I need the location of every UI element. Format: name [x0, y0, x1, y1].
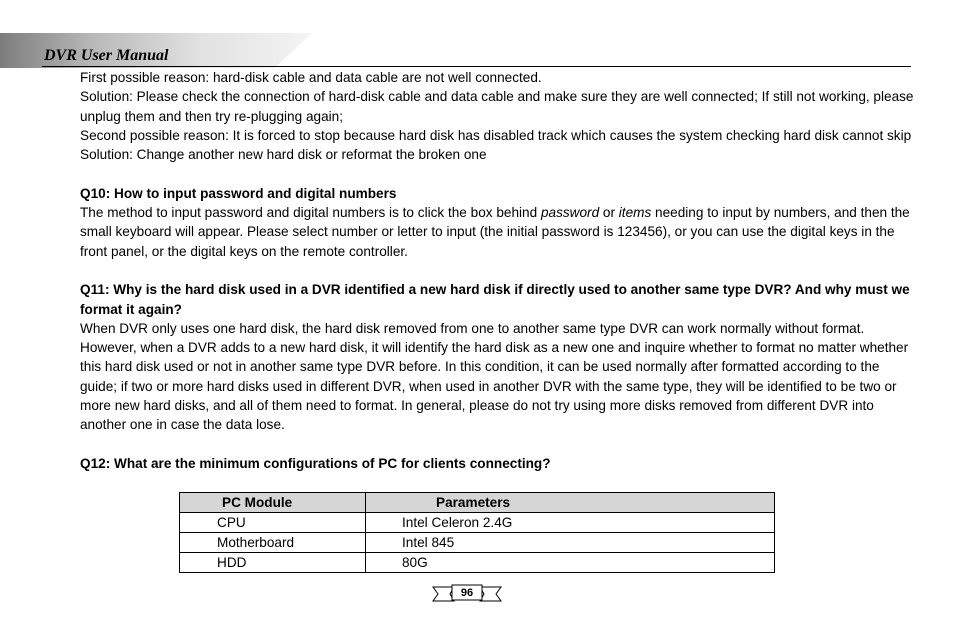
table-row — [180, 533, 775, 553]
q10-answer-part: needing to input by numbers, and then the small keyboard will appear. Please select number or letter to input (the initial password is 123456), or you can use the digital keys in the front panel, or the digital keys on the remote controller. — [80, 205, 910, 259]
table-header-row — [180, 493, 775, 513]
header-pc-module: PC Module — [180, 493, 366, 513]
parameter-cell: Intel 845 — [366, 533, 775, 553]
page-content — [80, 68, 915, 473]
q12-heading: Q12: What are the minimum configurations of PC for clients connecting? — [80, 455, 551, 471]
q10-emphasis-password: password — [540, 205, 600, 221]
manual-title: DVR User Manual — [44, 47, 169, 64]
q10-emphasis-items: items — [618, 205, 652, 221]
table-row — [180, 513, 775, 533]
q11-answer: When DVR only uses one hard disk, the hard disk removed from one to another same type DVR can work normally without format. However, when a DVR adds to a new hard disk, it will identify the hard disk as a new one and inquire whether to format no matter whether this hard disk used or not in another same type DVR before. In this condition, it can be used normally after formatted according to the guide; if two or more hard disks used in different DVR, when used in another DVR with the same type, they will be identified to be two or more new hard disks, and all of them need to format. In general, please do not try using more disks removed from different DVR into another one in case the data lose. — [80, 320, 909, 433]
header-rule — [42, 66, 911, 67]
q10-answer-part: or — [599, 205, 619, 221]
pc-config-table — [179, 492, 775, 573]
paragraph-gap — [80, 164, 915, 183]
table-row — [180, 553, 775, 573]
module-cell: CPU — [180, 513, 366, 533]
page-number: 96 — [460, 587, 474, 599]
q10-answer-part: The method to input password and digital numbers is to click the box behind — [80, 205, 541, 221]
first-reason-text: First possible reason: hard-disk cable and data cable are not well connected. — [80, 70, 542, 85]
q10-heading: Q10: How to input password and digital numbers — [80, 185, 397, 201]
second-solution-text: Solution: Change another new hard disk or reformat the broken one — [80, 147, 487, 163]
second-reason-text: Second possible reason: It is forced to stop because hard disk has disabled track which causes the system checking hard disk cannot skip — [80, 127, 912, 143]
module-cell: HDD — [180, 553, 366, 573]
paragraph-gap — [80, 435, 915, 454]
first-solution-text: Solution: Please check the connection of hard-disk cable and data cable and make sure they are well connected; If still not working, please unplug them and then try re-plugging again; — [80, 89, 914, 124]
module-cell: Motherboard — [180, 533, 366, 553]
q10-answer — [80, 203, 915, 261]
q11-heading: Q11: Why is the hard disk used in a DVR identified a new hard disk if directly used to another same type DVR? And why must we format it again? — [80, 282, 910, 317]
header-parameters: Parameters — [366, 493, 775, 513]
parameter-cell: 80G — [366, 553, 775, 573]
paragraph-gap — [80, 261, 915, 280]
parameter-cell: Intel Celeron 2.4G — [366, 513, 775, 533]
